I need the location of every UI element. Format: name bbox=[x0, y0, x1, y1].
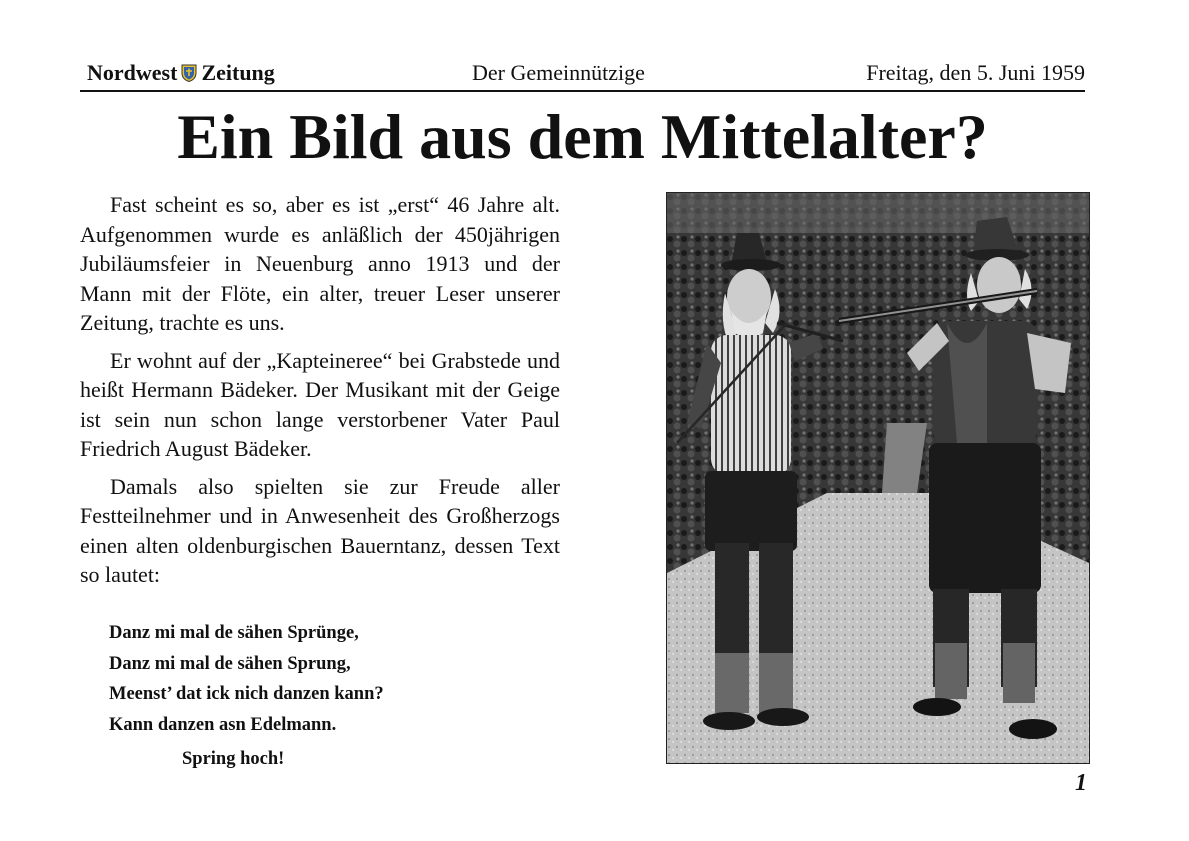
crest-icon bbox=[181, 64, 197, 82]
article-paragraph: Er wohnt auf der „Kapteineree“ bei Grabstede und heißt Hermann Bädeker. Der Musikant mit der Geige ist sein nun schon lange verstorbener Vater Paul Friedrich August Bädeker. bbox=[80, 347, 560, 461]
issue-date: Freitag, den 5. Juni 1959 bbox=[866, 60, 1085, 85]
verse-refrain: Spring hoch! bbox=[182, 749, 285, 769]
section-title: Der Gemeinnützige bbox=[472, 60, 645, 85]
newspaper-name-left: Nordwest bbox=[87, 60, 178, 85]
masthead bbox=[80, 56, 1085, 92]
article-body bbox=[80, 190, 560, 598]
newspaper-name bbox=[87, 60, 275, 86]
historical-photo bbox=[666, 192, 1090, 764]
newspaper-name-right: Zeitung bbox=[201, 60, 275, 85]
article-paragraph: Fast scheint es so, aber es ist „erst“ 46 Jahre alt. Aufgenommen wurde es anläßlich der 450jährigen Jubiläumsfeier in Neuenburg anno 1913 und der Mann mit der Flöte, ein alter, treuer Leser unserer Zeitung, trachte es uns. bbox=[80, 192, 560, 335]
verse-line: Kann danzen asn Edelmann. bbox=[109, 714, 337, 735]
verse-line: Danz mi mal de sähen Sprung, bbox=[109, 653, 351, 674]
song-verse bbox=[109, 618, 529, 775]
page-number: 1 bbox=[1075, 770, 1087, 796]
headline: Ein Bild aus dem Mittelalter? bbox=[177, 101, 988, 172]
verse-line: Meenst’ dat ick nich danzen kann? bbox=[109, 684, 384, 704]
verse-line: Danz mi mal de sähen Sprünge, bbox=[109, 623, 359, 643]
photograph-two-musicians-icon bbox=[667, 193, 1089, 763]
article-paragraph: Damals also spielten sie zur Freude aller Festteilnehmer und in Anwesenheit des Großherzogs einen alten oldenburgischen Bauerntanz, dessen Text so lautet: bbox=[80, 473, 560, 587]
